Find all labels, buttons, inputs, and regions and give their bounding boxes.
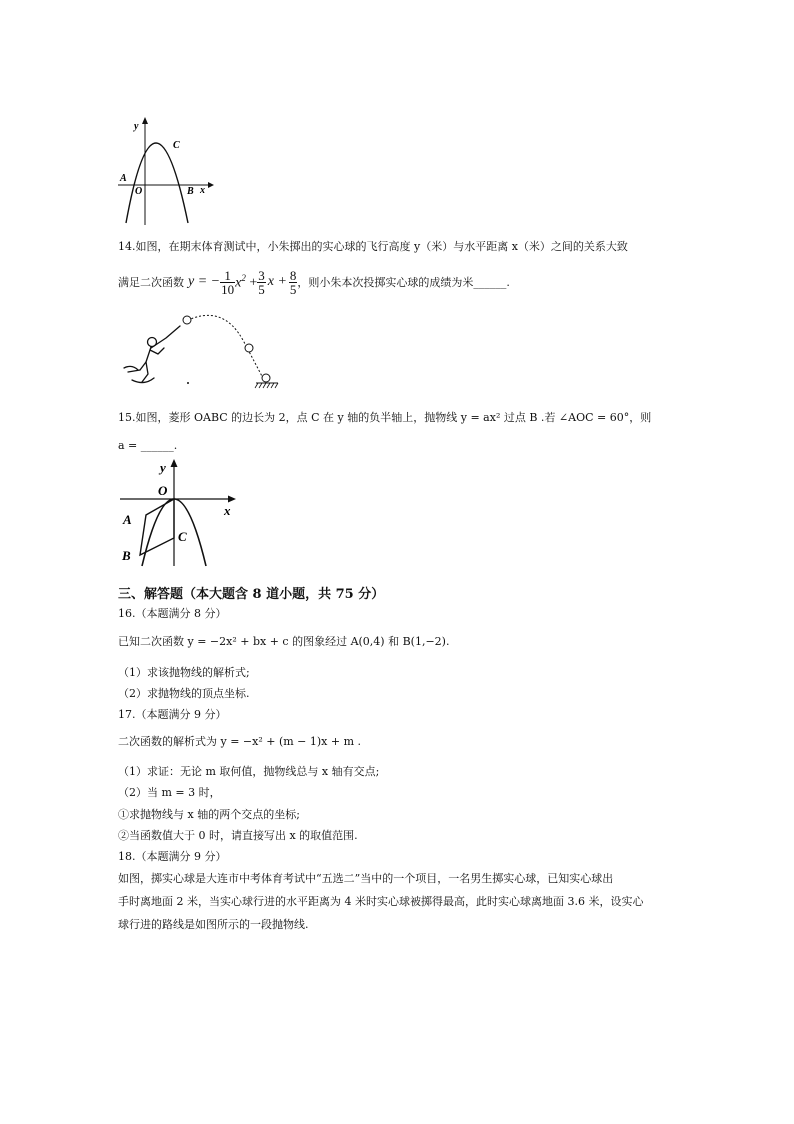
label-b: B bbox=[187, 186, 194, 197]
q17-part1: （1）求证：无论 m 取何值，抛物线总与 x 轴有交点; bbox=[118, 765, 380, 778]
q15-line2: a = ______. bbox=[118, 439, 178, 452]
start-dot bbox=[187, 382, 189, 384]
frac-denominator: 5 bbox=[258, 281, 265, 297]
label-c: C bbox=[178, 529, 187, 544]
q16-header: 16.（本题满分 8 分） bbox=[118, 607, 227, 620]
q14-frac-1-10 bbox=[220, 269, 235, 296]
q16-part2: （2）求抛物线的顶点坐标. bbox=[118, 687, 250, 700]
q17-sub1: ①求抛物线与 x 轴的两个交点的坐标; bbox=[118, 808, 300, 821]
y-axis-arrow bbox=[142, 117, 148, 124]
q14-line1: 14.如图，在期末体育测试中，小朱掷出的实心球的飞行高度 y（米）与水平距离 x（米）之间的关系大致 bbox=[118, 240, 628, 253]
label-b: B bbox=[122, 548, 131, 563]
figure-14-shotput bbox=[118, 312, 288, 392]
label-x: x bbox=[200, 185, 205, 196]
label-o: O bbox=[158, 483, 168, 498]
label-a: A bbox=[120, 173, 127, 184]
thrower-figure bbox=[124, 326, 180, 383]
q18-header: 18.（本题满分 9 分） bbox=[118, 850, 227, 863]
q17-header: 17.（本题满分 9 分） bbox=[118, 708, 227, 721]
ground-hatch bbox=[255, 383, 278, 388]
label-y: y bbox=[160, 460, 166, 475]
q14-line2-suffix: ，则小朱本次投掷实心球的成绩为米______. bbox=[297, 276, 510, 289]
section-3-title: 三、解答题（本大题含 8 道小题，共 75 分） bbox=[118, 587, 385, 602]
label-o: O bbox=[135, 186, 143, 197]
rhombus-oabc bbox=[140, 499, 174, 555]
q16-stem: 已知二次函数 y = −2x² + bx + c 的图象经过 A(0,4) 和 B(1,−2). bbox=[118, 635, 450, 648]
label-x: x bbox=[224, 503, 231, 518]
q17-part2: （2）当 m = 3 时， bbox=[118, 786, 221, 799]
q14-line2 bbox=[118, 264, 510, 300]
ball-mid bbox=[245, 344, 253, 352]
q14-frac-3-5 bbox=[257, 269, 266, 296]
x-axis-arrow bbox=[208, 182, 214, 188]
q18-line3: 球行进的路线是如图所示的一段抛物线. bbox=[118, 918, 309, 931]
q14-formula bbox=[188, 269, 297, 296]
q14-term2: x + bbox=[267, 274, 287, 289]
x-axis-arrow bbox=[228, 496, 236, 503]
parabola-curve bbox=[126, 143, 188, 223]
q16-part1: （1）求该抛物线的解析式; bbox=[118, 666, 250, 679]
q14-term1: $x^2$ + bbox=[235, 272, 258, 291]
figure-13-parabola bbox=[116, 115, 216, 227]
q18-line2: 手时离地面 2 米，当实心球行进的水平距离为 4 米时实心球被掷得最高，此时实心球离地面 3.6 米，设实心 bbox=[118, 895, 644, 908]
q17-sub2: ②当函数值大于 0 时，请直接写出 x 的取值范围. bbox=[118, 829, 358, 842]
y-axis-arrow bbox=[171, 459, 178, 467]
label-c: C bbox=[173, 140, 180, 151]
label-y: y bbox=[134, 121, 139, 132]
frac-numerator: 3 bbox=[258, 267, 265, 283]
ball-start bbox=[183, 316, 191, 324]
q14-line2-prefix: 满足二次函数 bbox=[118, 276, 184, 289]
q17-stem: 二次函数的解析式为 y = −x² + (m − 1)x + m . bbox=[118, 735, 362, 748]
frac-denominator: 5 bbox=[289, 281, 297, 297]
frac-denominator: 10 bbox=[221, 281, 235, 297]
label-a: A bbox=[123, 512, 132, 527]
ball-landing bbox=[262, 374, 270, 382]
q14-term1-var: x bbox=[235, 275, 242, 291]
q14-frac-8-5 bbox=[289, 269, 298, 296]
figure-15-rhombus-parabola bbox=[116, 458, 242, 570]
q14-formula-lhs: y = − bbox=[188, 274, 221, 289]
frac-numerator: 1 bbox=[220, 269, 235, 283]
q15-line1: 15.如图，菱形 OABC 的边长为 2，点 C 在 y 轴的负半轴上，抛物线 y = ax² 过点 B .若 ∠AOC = 60°，则 bbox=[118, 411, 652, 424]
frac-numerator: 8 bbox=[289, 267, 297, 283]
q18-line1: 如图，掷实心球是大连市中考体育考试中“五选二”当中的一个项目，一名男生掷实心球，已知实心球出 bbox=[118, 872, 614, 885]
